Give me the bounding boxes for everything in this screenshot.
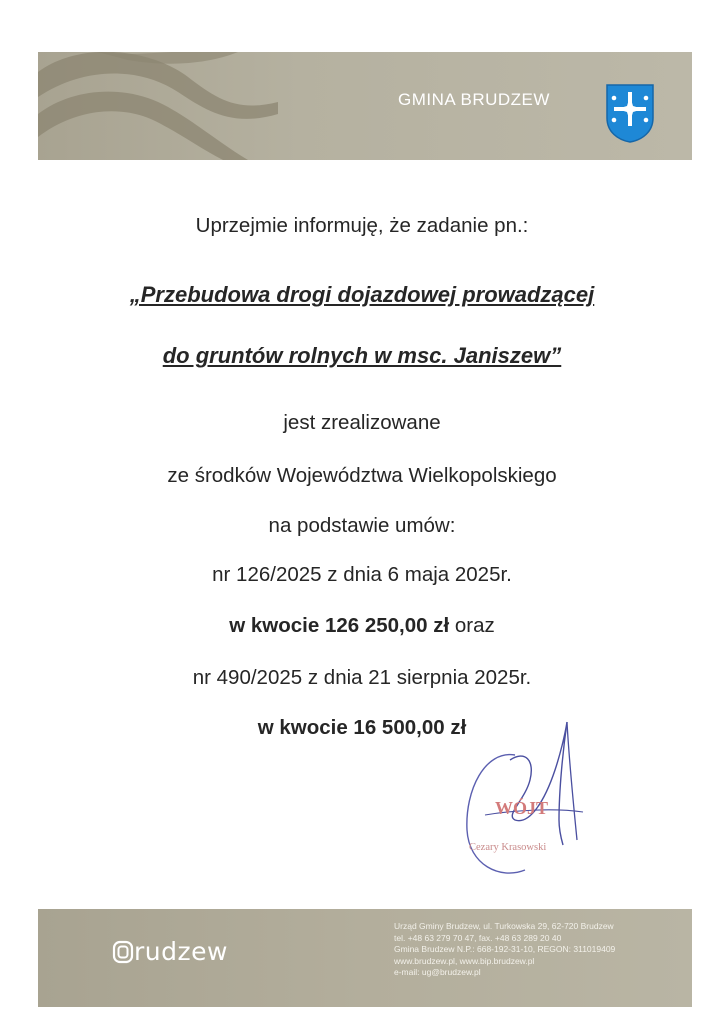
footer-websites: www.brudzew.pl, www.bip.brudzew.pl bbox=[394, 955, 535, 966]
signature-stamp bbox=[455, 720, 595, 885]
basis-text: na podstawie umów: bbox=[268, 514, 456, 537]
task-title-line-2: do gruntów rolnych w msc. Janiszew” bbox=[162, 343, 562, 368]
amount-1-value: w kwocie 126 250,00 zł bbox=[229, 614, 450, 637]
coat-of-arms-icon bbox=[604, 82, 656, 144]
brudzew-logo-text: rudzew bbox=[134, 937, 228, 966]
realized-text: jest zrealizowane bbox=[283, 411, 441, 434]
footer-contact-info bbox=[394, 921, 615, 979]
stamp-name: Cezary Krasowski bbox=[469, 842, 547, 853]
task-title-line-1: „Przebudowa drogi dojazdowej prowadzącej bbox=[129, 282, 595, 307]
agreement-2-text: nr 490/2025 z dnia 21 sierpnia 2025r. bbox=[192, 666, 532, 689]
footer-phone: tel. +48 63 279 70 47, fax. +48 63 289 20 40 bbox=[394, 932, 562, 943]
amount-2-value: w kwocie 16 500,00 zł bbox=[257, 716, 467, 739]
brudzew-logo bbox=[112, 937, 228, 966]
amount-1-suffix: oraz bbox=[449, 614, 495, 637]
brudzew-logo-mark-icon bbox=[112, 940, 134, 964]
funding-source-text: ze środków Województwa Wielkopolskiego bbox=[167, 464, 557, 487]
header-band bbox=[38, 52, 692, 160]
agreement-1-text: nr 126/2025 z dnia 6 maja 2025r. bbox=[212, 563, 512, 586]
footer-email: e-mail: ug@brudzew.pl bbox=[394, 967, 481, 977]
gmina-name: GMINA BRUDZEW bbox=[398, 90, 550, 109]
wave-decoration-icon bbox=[38, 52, 298, 160]
footer-address: Urząd Gminy Brudzew, ul. Turkowska 29, 62-720 Brudzew bbox=[394, 921, 614, 931]
footer-tax-ids: Gmina Brudzew N.P.: 668-192-31-10, REGON: 311019409 bbox=[394, 944, 616, 954]
intro-text: Uprzejmie informuję, że zadanie pn.: bbox=[195, 214, 529, 237]
stamp-title: WÓJT bbox=[495, 798, 549, 818]
amount-1-line bbox=[0, 614, 724, 638]
